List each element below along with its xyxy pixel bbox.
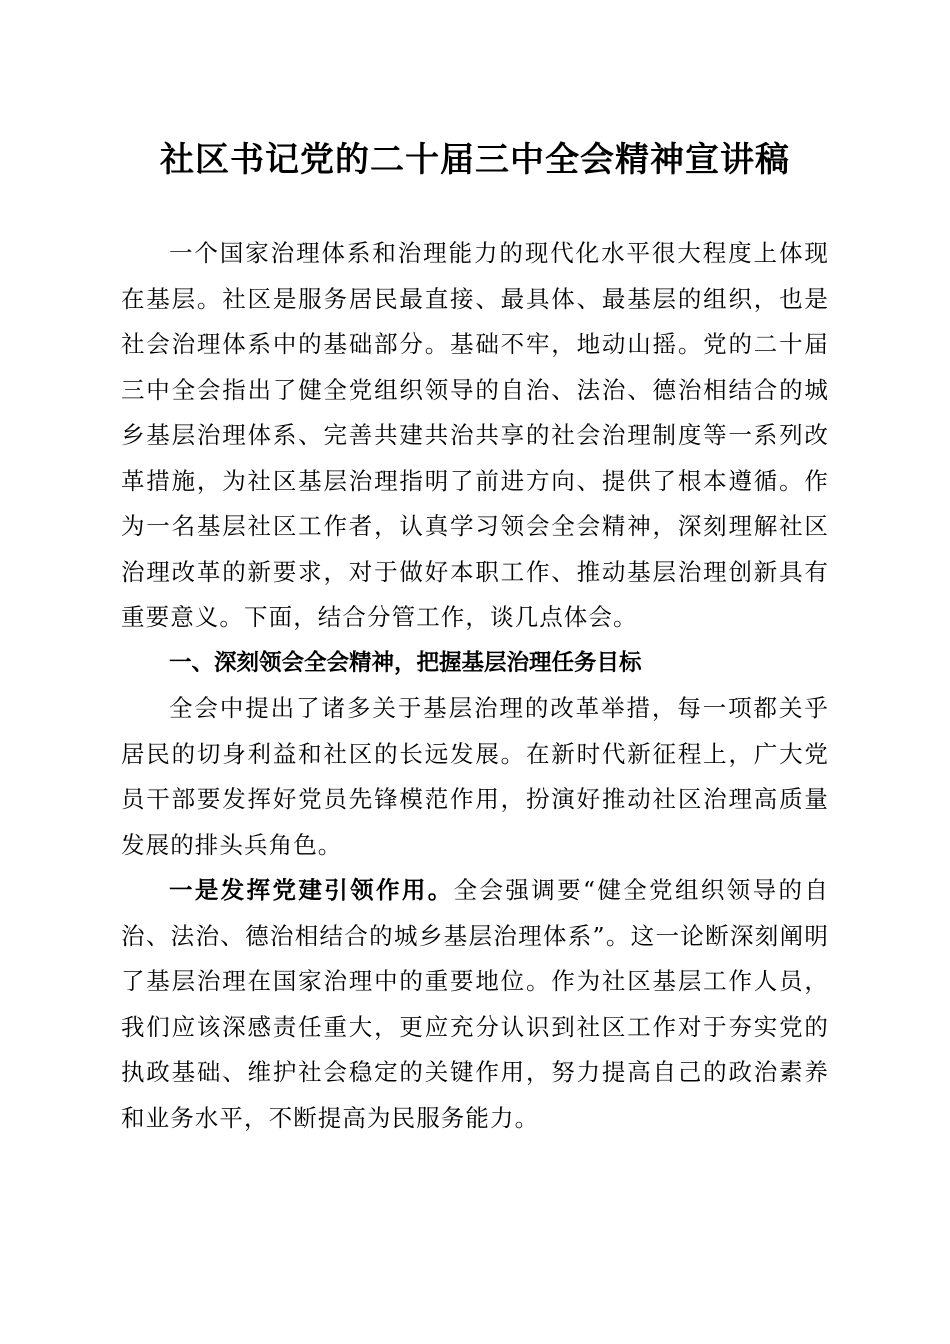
point-paragraph xyxy=(121,868,829,1141)
intro-paragraph: 一个国家治理体系和治理能力的现代化水平很大程度上体现在基层。社区是服务居民最直接、最具体、最基层的组织，也是社会治理体系中的基础部分。基础不牢，地动山摇。党的二十届三中全会指出了健全党组织领导的自治、法治、德治相结合的城乡基层治理体系、完善共建共治共享的社会治理制度等一系列改革措施，为社区基层治理指明了前进方向、提供了根本遵循。作为一名基层社区工作者，认真学习领会全会精神，深刻理解社区治理改革的新要求，对于做好本职工作、推动基层治理创新具有重要意义。下面，结合分管工作，谈几点体会。 xyxy=(121,239,829,631)
document-title: 社区书记党的二十届三中全会精神宣讲稿 xyxy=(160,140,790,180)
section-paragraph: 全会中提出了诸多关于基层治理的改革举措，每一项都关乎居民的切身利益和社区的长远发展。在新时代新征程上，广大党员干部要发挥好党员先锋模范作用，扮演好推动社区治理高质量发展的排头兵角色。 xyxy=(121,694,829,859)
document-body xyxy=(121,231,829,1141)
section-heading: 一、深刻领会全会精神，把握基层治理任务目标 xyxy=(169,649,642,676)
point-text: 全会强调要“健全党组织领导的自治、法治、德治相结合的城乡基层治理体系”。这一论断深刻阐明了基层治理在国家治理中的重要地位。作为社区基层工作人员，我们应该深感责任重大，更应充分认识到社区工作对于夯实党的执政基础、维护社会稳定的关键作用，努力提高自己的政治素养和业务水平，不断提高为民服务能力。 xyxy=(121,876,829,1132)
point-lead: 一是发挥党建引领作用。 xyxy=(169,876,454,904)
